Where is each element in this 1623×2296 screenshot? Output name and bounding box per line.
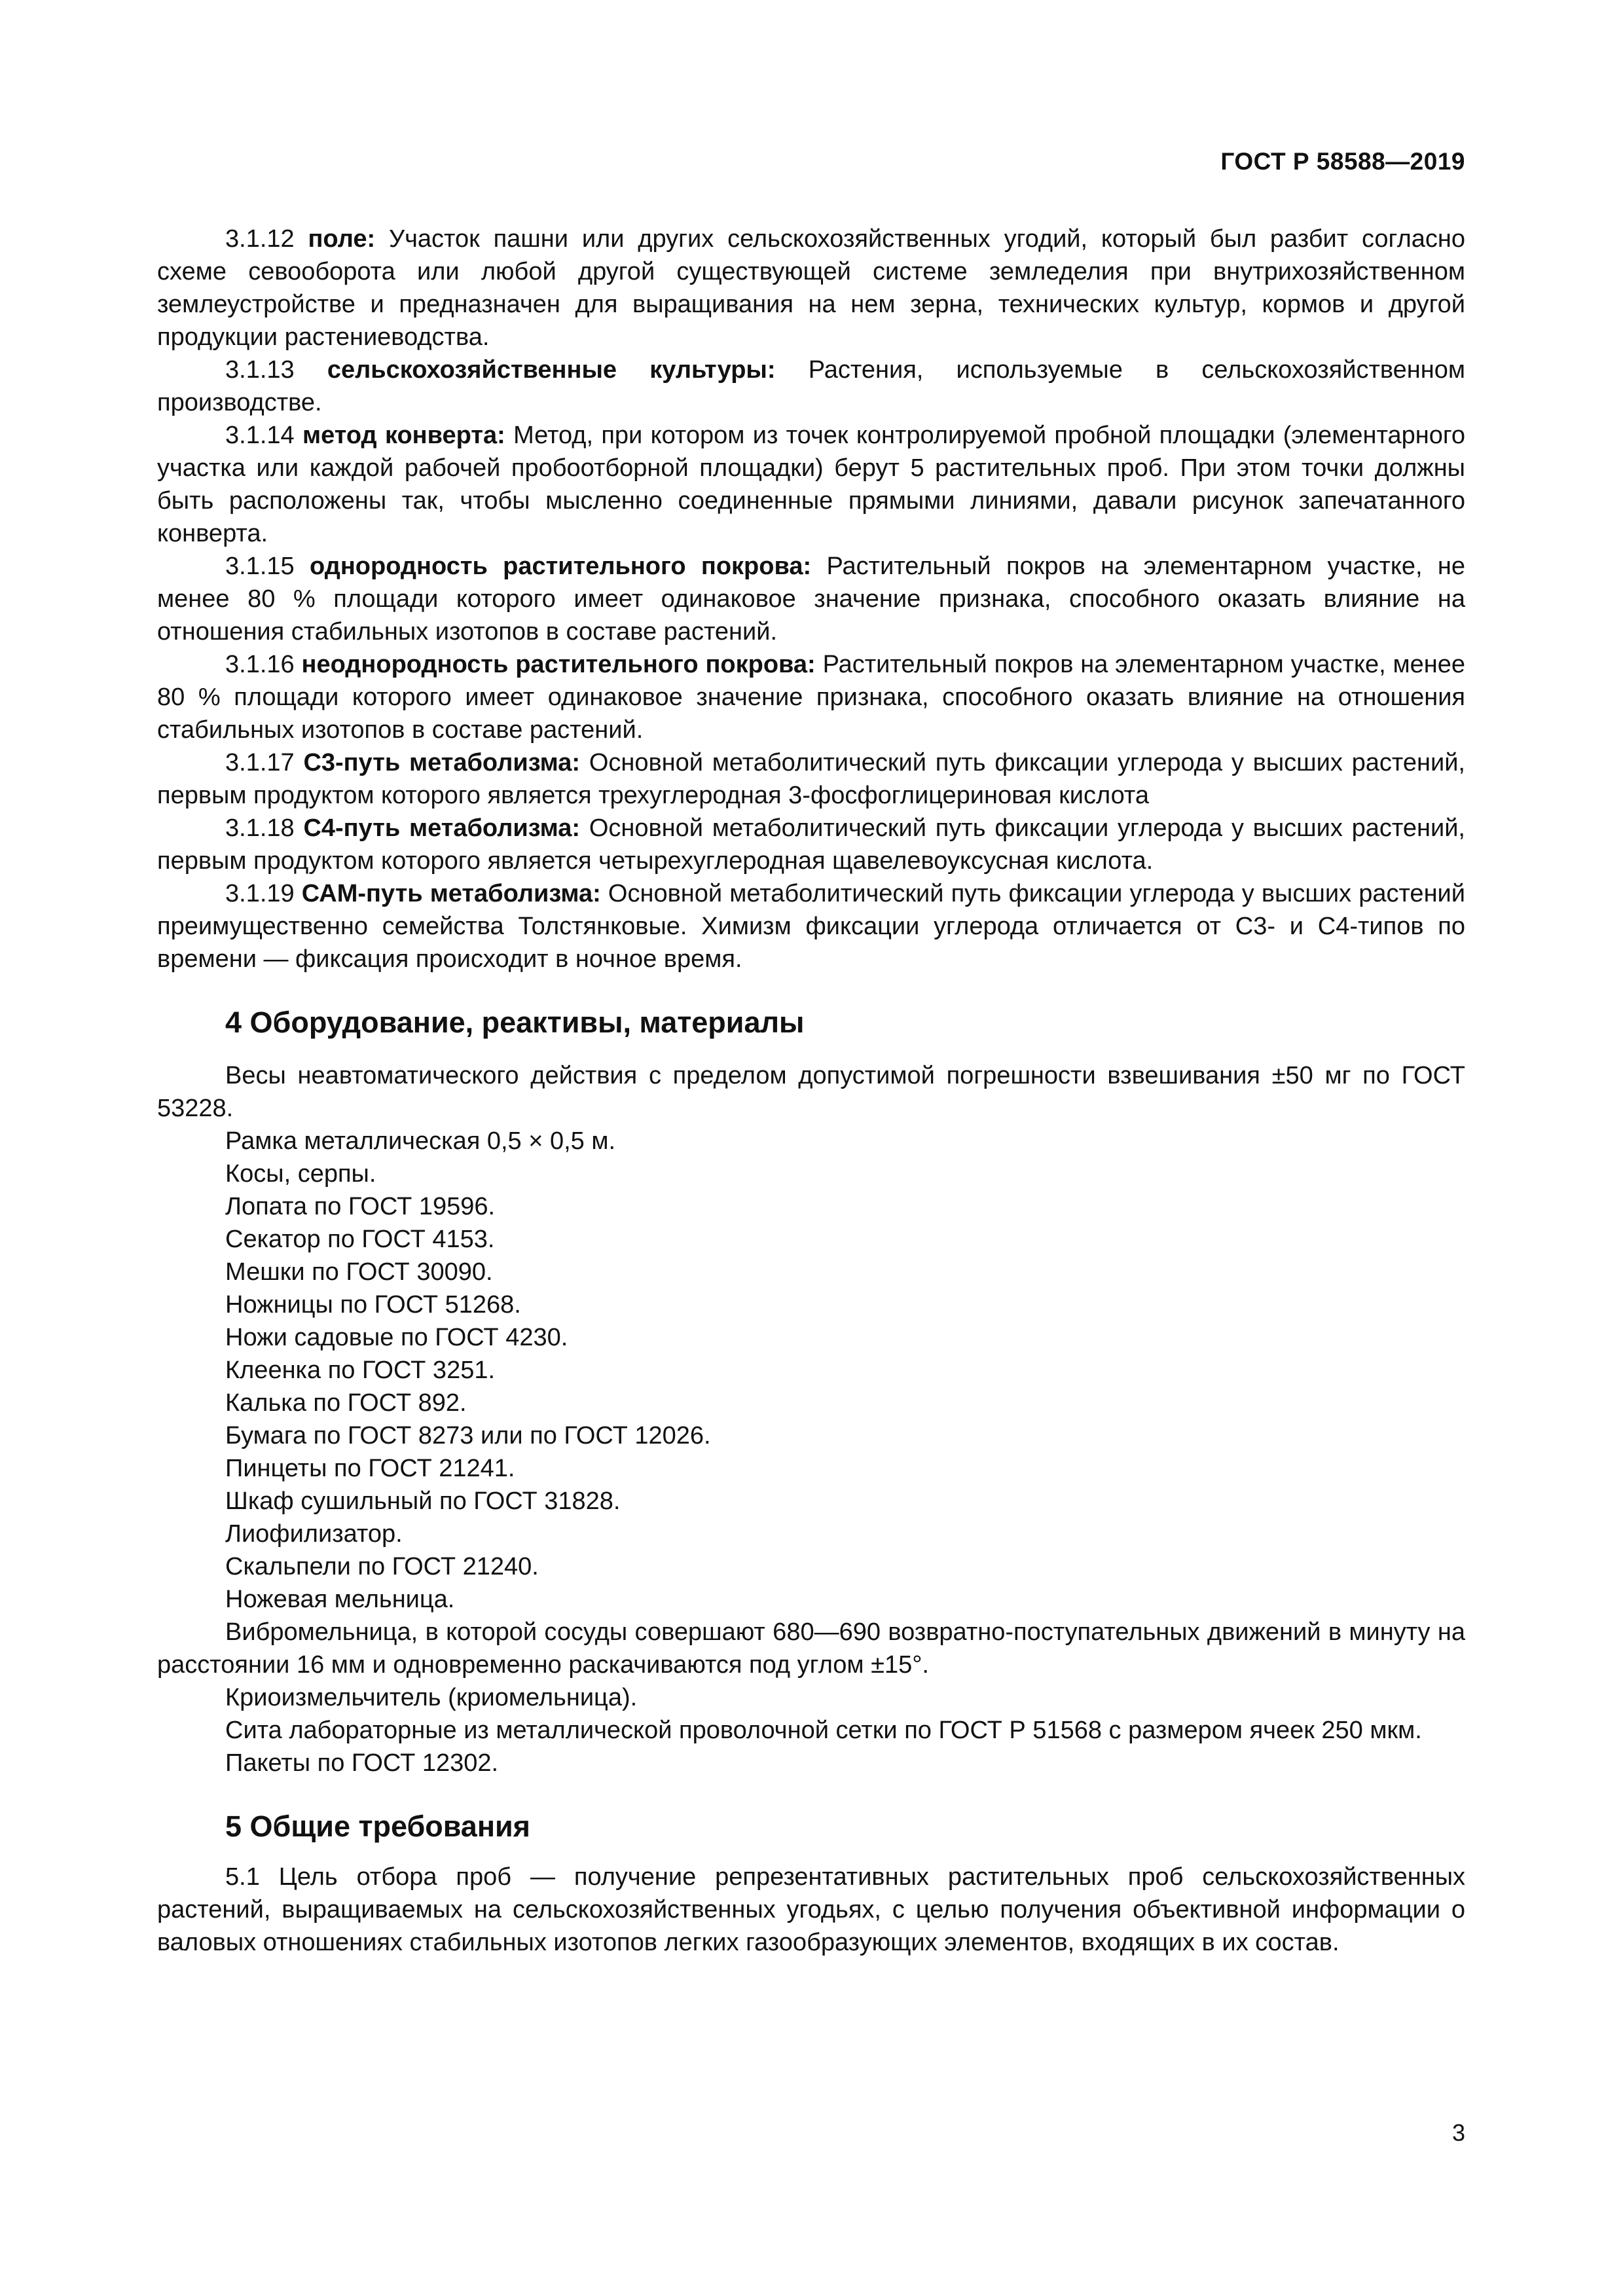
list-item: Ножевая мельница. bbox=[225, 1586, 455, 1613]
list-item: Криоизмельчитель (криомельница). bbox=[225, 1684, 638, 1711]
definition-3-1-14 bbox=[157, 419, 1465, 550]
definition-term: неоднородность растительного покрова: bbox=[301, 651, 816, 678]
definition-3-1-18 bbox=[157, 812, 1465, 877]
definition-3-1-12 bbox=[157, 223, 1465, 354]
definition-term: поле: bbox=[308, 225, 376, 253]
definition-text: Основной метаболитический путь фиксации углерода у высших растений, первым продуктом которого является четырехуглеродная щавелевоуксусная кислота. bbox=[157, 814, 1465, 875]
list-item: Пинцеты по ГОСТ 21241. bbox=[225, 1455, 515, 1482]
definition-term: С4-путь метаболизма: bbox=[303, 814, 581, 842]
list-item: Лопата по ГОСТ 19596. bbox=[225, 1193, 496, 1220]
list-item: Шкаф сушильный по ГОСТ 31828. bbox=[225, 1487, 621, 1515]
list-item: Ножницы по ГОСТ 51268. bbox=[225, 1291, 521, 1319]
definition-term: сельскохозяйственные культуры: bbox=[327, 356, 776, 384]
definition-number: 3.1.17 bbox=[225, 749, 295, 776]
equipment-list bbox=[157, 1059, 1465, 1779]
list-item: Косы, серпы. bbox=[225, 1160, 376, 1188]
list-item: Весы неавтоматического действия с пределом допустимой погрешности взвешивания ±50 мг по ГОСТ 53228. bbox=[157, 1062, 1465, 1122]
definition-3-1-19 bbox=[157, 877, 1465, 975]
definition-text: Участок пашни или других сельскохозяйственных угодий, который был разбит согласно схеме севооборота или любой другой существующей системе земледелия при внутрихозяйственном землеустройстве и предназначен для выращивания на нем зерна, технических культур, кормов и другой продукции растениеводства. bbox=[157, 225, 1466, 351]
definition-3-1-17 bbox=[157, 746, 1465, 812]
list-item: Ножи садовые по ГОСТ 4230. bbox=[225, 1324, 568, 1351]
definition-number: 3.1.14 bbox=[225, 422, 295, 449]
definition-number: 3.1.18 bbox=[225, 814, 295, 842]
definition-3-1-13 bbox=[157, 354, 1465, 419]
definition-text: Растения, используемые в сельскохозяйственном производстве. bbox=[157, 356, 1465, 416]
definition-number: 3.1.15 bbox=[225, 553, 295, 580]
list-item: Бумага по ГОСТ 8273 или по ГОСТ 12026. bbox=[225, 1422, 711, 1449]
definition-text: Растительный покров на элементарном участке, не менее 80 % площади которого имеет одинаковое значение признака, способного оказать влияние на отношения стабильных изотопов в составе растений. bbox=[157, 553, 1466, 646]
definition-number: 3.1.19 bbox=[225, 880, 295, 907]
definitions-list bbox=[157, 223, 1465, 975]
definition-term: однородность растительного покрова: bbox=[310, 553, 812, 580]
definition-text: Основной метаболитический путь фиксации углерода у высших растений преимущественно семейства Толстянковые. Химизм фиксации углерода отличается от С3- и С4-типов по времени — фиксация происходит в ночное время. bbox=[157, 880, 1466, 973]
definition-term: метод конверта: bbox=[302, 422, 505, 449]
definition-number: 3.1.16 bbox=[225, 651, 295, 678]
list-item: Мешки по ГОСТ 30090. bbox=[225, 1258, 493, 1286]
list-item: Секатор по ГОСТ 4153. bbox=[225, 1226, 495, 1253]
paragraph-5-1: 5.1 Цель отбора проб — получение репрезентативных растительных проб сельскохозяйственных растений, выращиваемых на сельскохозяйственных угодьях, с целью получения объективной информации о валовых отношениях стабильных изотопов легких газообразующих элементов, входящих в их состав. bbox=[157, 1863, 1465, 1956]
definition-term: САМ-путь метаболизма: bbox=[301, 880, 601, 907]
definition-number: 3.1.13 bbox=[225, 356, 295, 384]
document-body bbox=[157, 223, 1465, 1959]
list-item: Пакеты по ГОСТ 12302. bbox=[225, 1749, 499, 1777]
section-5-heading: 5 Общие требования bbox=[225, 1810, 530, 1843]
document-page bbox=[157, 0, 1465, 2296]
list-item: Рамка металлическая 0,5 × 0,5 м. bbox=[225, 1127, 616, 1155]
list-item: Клеенка по ГОСТ 3251. bbox=[225, 1357, 496, 1384]
definition-text: Основной метаболитический путь фиксации углерода у высших растений, первым продуктом которого является трехуглеродная 3-фосфоглицериновая кислота bbox=[157, 749, 1465, 809]
list-item: Калька по ГОСТ 892. bbox=[225, 1389, 467, 1417]
definition-number: 3.1.12 bbox=[225, 225, 295, 253]
definition-3-1-16 bbox=[157, 648, 1465, 746]
list-item: Лиофилизатор. bbox=[225, 1520, 403, 1548]
list-item: Скальпели по ГОСТ 21240. bbox=[225, 1553, 539, 1580]
definition-3-1-15 bbox=[157, 550, 1465, 648]
list-item: Вибромельница, в которой сосуды совершают 680—690 возвратно-поступательных движений в минуту на расстоянии 16 мм и одновременно раскачиваются под углом ±15°. bbox=[157, 1618, 1465, 1679]
page-number: 3 bbox=[1451, 2119, 1465, 2146]
definition-text: Метод, при котором из точек контролируемой пробной площадки (элементарного участка или каждой рабочей пробоотборной площадки) берут 5 растительных проб. При этом точки должны быть расположены так, чтобы мысленно соединенные прямыми линиями, давали рисунок запечатанного конверта. bbox=[157, 422, 1466, 547]
list-item: Сита лабораторные из металлической проволочной сетки по ГОСТ Р 51568 с размером ячеек 250 мкм. bbox=[225, 1717, 1422, 1744]
definition-term: С3-путь метаболизма: bbox=[303, 749, 581, 776]
section-4-heading: 4 Оборудование, реактивы, материалы bbox=[225, 1006, 805, 1039]
definition-text: Растительный покров на элементарном участке, менее 80 % площади которого имеет одинаковое значение признака, способного оказать влияние на отношения стабильных изотопов в составе растений. bbox=[157, 651, 1466, 744]
document-id-header: ГОСТ Р 58588—2019 bbox=[1220, 148, 1465, 175]
